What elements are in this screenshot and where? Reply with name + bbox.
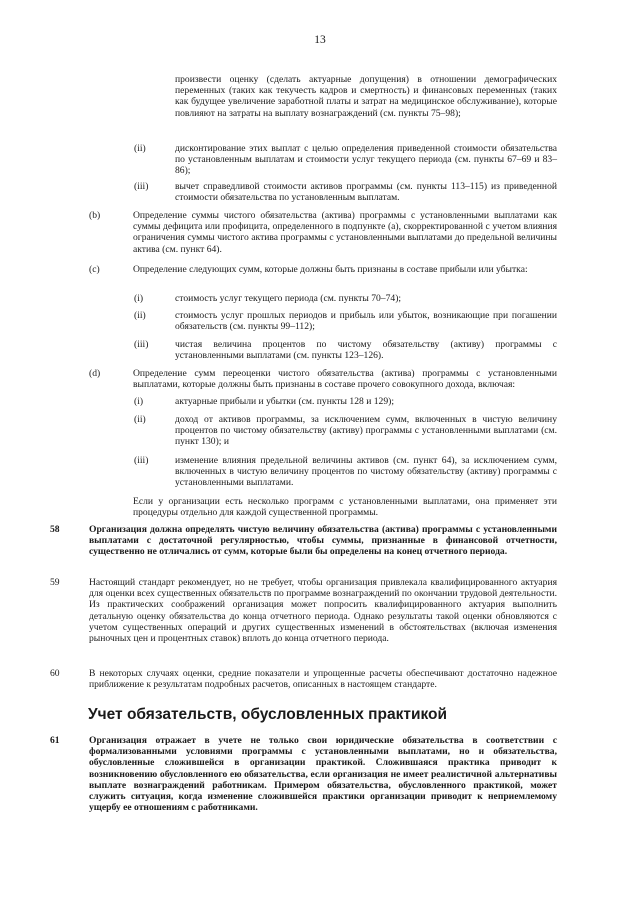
list-label-c: (c) [89,264,100,275]
list-item-b: Определение суммы чистого обязательства (актива) программы с установленными выплатами как суммы дефицита или профицита, определенного в подпункте (a), скорректированной с учетом влияния ограничения суммы чистого актива программы с установленными выплатами до предельной величины актива (см. пункт 64). [133,210,557,255]
paragraph-number-58: 58 [50,524,60,535]
list-item-c-ii: стоимость услуг прошлых периодов и прибыль или убыток, возникающие при погашении обязательств (см. пункты 99–112); [175,310,557,333]
list-label-a-iii: (iii) [134,181,149,192]
paragraph-61: Организация отражает в учете не только свои юридические обязательства в соответствии с формализованными условиями программы с установленными выплатами, но и обязательства, обусловленные сложившейся в организации практикой. Сложившаяся практика приводит к возникновению обусловленного ею обязательства, если организация не имеет реалистичной альтернативы выплате вознаграждений работникам. Примером обязательства, обусловленного практикой, может служить ситуация, когда изменение сложившейся практики организации приводит к неприемлемому ущербу ее отношениям с работниками. [89,735,557,814]
list-item-c-i: стоимость услуг текущего периода (см. пункты 70–74); [175,293,402,304]
list-item-c-iii: чистая величина процентов по чистому обязательству (активу) программы с установленными выплатами (см. пункты 123–126). [175,339,557,362]
page-number: 13 [314,34,326,46]
list-item-d-i: актуарные прибыли и убытки (см. пункты 128 и 129); [175,396,394,407]
list-label-c-ii: (ii) [134,310,146,321]
list-item-a-iii: вычет справедливой стоимости активов программы (см. пункты 113–115) из приведенной стоимости обязательства по установленным выплатам. [175,181,557,204]
list-label-c-i: (i) [134,293,144,304]
paragraph-59: Настоящий стандарт рекомендует, но не требует, чтобы организация привлекала квалифицированного актуария для оценки всех существенных обязательств по программе вознаграждений по окончании трудовой деятельности. Из практических соображений организация может попросить квалифицированного актуария выполнить детальную оценку обязательства до конца отчетного периода. Однако результаты такой оценки обновляются с учетом существенных операций и других существенных изменений в обстоятельствах (включая изменения рыночных цен и процентных ставок) вплоть до конца отчетного периода. [89,577,557,645]
closing-paragraph: Если у организации есть несколько программ с установленными выплатами, она применяет эти процедуры отдельно для каждой существенной программы. [133,496,557,519]
list-label-d: (d) [89,368,101,379]
list-label-d-ii: (ii) [134,414,146,425]
list-label-b: (b) [89,210,101,221]
list-item-d: Определение сумм переоценки чистого обязательства (актива) программы с установленными выплатами, которые должны быть признаны в составе прочего совокупного дохода, включая: [133,368,557,391]
list-label-c-iii: (iii) [134,339,149,350]
paragraph-number-59: 59 [50,577,60,588]
list-item-d-ii: доход от активов программы, за исключением сумм, включенных в чистую величину процентов по чистому обязательству (активу) программы с установленными выплатами (см. пункт 130); и [175,414,557,448]
paragraph-58: Организация должна определять чистую величину обязательства (актива) программы с установленными выплатами с достаточной регулярностью, чтобы суммы, признанные в финансовой отчетности, существенно не отличались от сумм, которые были бы определены на конец отчетного периода. [89,524,557,558]
section-heading: Учет обязательств, обусловленных практикой [88,706,448,723]
paragraph-number-61: 61 [50,735,60,746]
paragraph-60: В некоторых случаях оценки, средние показатели и упрощенные расчеты обеспечивают достаточно надежное приближение к результатам подробных расчетов, описанных в настоящем стандарте. [89,668,557,691]
list-label-d-i: (i) [134,396,144,407]
list-item-a-i-continuation: произвести оценку (сделать актуарные допущения) в отношении демографических переменных (таких как текучесть кадров и смертность) и финансовых переменных (таких как будущее увеличение заработной платы и затрат на медицинское обслуживание), которые повлияют на затраты на выплату вознаграждений (см. пункты 75–98); [175,74,557,119]
list-label-d-iii: (iii) [134,455,149,466]
list-item-d-iii: изменение влияния предельной величины активов (см. пункт 64), за исключением сумм, включенных в чистую величину процентов по чистому обязательству (активу) программы с установленными выплатами. [175,455,557,489]
paragraph-number-60: 60 [50,668,60,679]
list-label-a-ii: (ii) [134,143,146,154]
list-item-a-ii: дисконтирование этих выплат с целью определения приведенной стоимости обязательства по установленным выплатам и стоимости услуг текущего периода (см. пункты 67–69 и 83–86); [175,143,557,177]
list-item-c: Определение следующих сумм, которые должны быть признаны в составе прибыли или убытка: [133,264,528,275]
